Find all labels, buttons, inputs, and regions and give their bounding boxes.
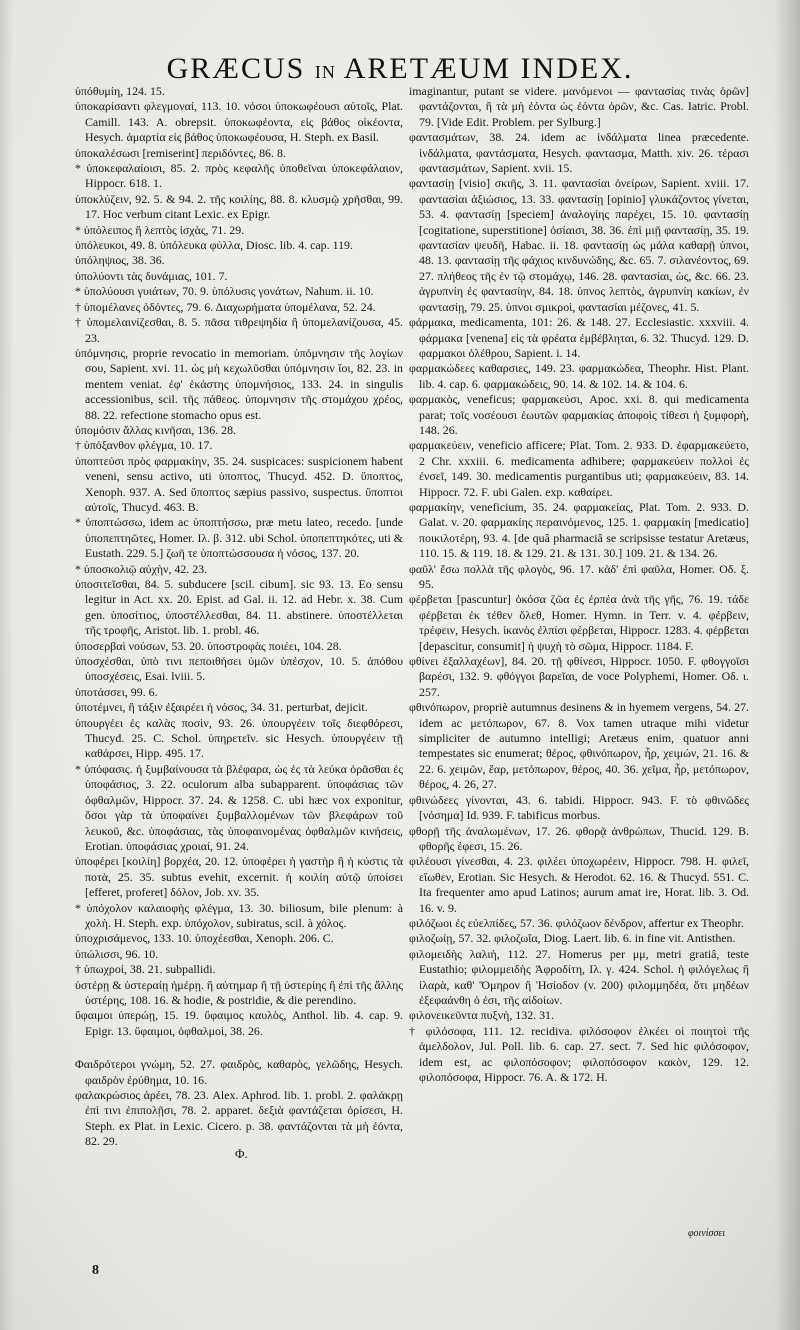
index-entry: ὑπόθυμίη, 124. 15. <box>75 84 165 98</box>
index-entry: φαῦλ' ἔσω πολλὰ τῆς φλογὸς, 96. 17. κὰδ' ἐπὶ φαῦλα, Homer. Οδ. ξ. 95. <box>409 561 749 591</box>
page-title <box>0 52 800 86</box>
title-in: IN <box>314 62 336 82</box>
right-column <box>409 84 749 1254</box>
page-number: 8 <box>92 1263 99 1278</box>
index-entry: * ὑπόλειπος ἢ λεπτὸς ἰσχὰς, 71. 29. <box>75 222 245 237</box>
index-entry: Φαιδρότεροι γνώμη, 52. 27. φαιδρὸς, καθαρὸς, γελῶδης, Hesych. φαιδρὸν ἐρύθημα, 10. 16. <box>75 1057 403 1087</box>
index-entry: † φιλόσοφα, 111. 12. recidiva. φιλόσοφον ἑλκέει οἱ ποιητοὶ τῆς ἀμελδολον, Jul. Poll. lib. 6. cap. 27. sect. 7. Sed hic φιλόσοφον, idem est, ac φιλοπόσοφον; φιλοπόσοφον κακὸν, 129. 12. φιλοπόσοφα, Hippocr. 76. A. & 172. H. <box>409 1023 749 1084</box>
index-entry: φαρμακεύειν, veneficio afficere; Plat. Tom. 2. 933. D. ἐφαρμακεύετο, 2 Chr. xxxiii. 6. medicamenta adhibere; φαρμακεύειν πολλοὶ ἐς ἐνσεῖ, 149. 30. medicamentis purgantibus uti; φαρμακεύειν, 83. 14. Hippocr. 72. F. ubi Galen. exp. καθαίρει. <box>409 438 749 499</box>
index-entry: ὑπόμνησις, proprie revocatio in memoriam. ὑπόμνησιν τῆς λογίων σου, Sapient. xvi. 11. ὡς μὴ κεχωλῦσθαι ὑπόμνησιν ἴοι, 82. 23. in mentem veniat. ἐφ' ἑκάστης ὑπομνήσιος, 133. 24. in singulis accessionibus, scil. τῆς πάθεος. ὑπομνησιν τῆς στομάχου χρέος, 88. 22. refectione stomacho opus est. <box>75 345 403 422</box>
index-entry: ὑποκαρίσαντι φλεγμοναί, 113. 10. νόσοι ὑποκωφέουσι αὐτοῖς, Plat. Camill. 143. A. obrepsit. ὑποκωφέοντα, εἰς βάθος οἰκέοντα, Hesych. ἁμαρτία εἰς βάθος ὑποκωφέουσα, H. Steph. ex Basil. <box>75 99 403 145</box>
index-entry: φθινόπωρον, propriè autumnus desinens & in hyemem vergens, 54. 27. idem ac μετόπωρον, 67. 8. Vox tamen utraque mihi videtur simpliciter de autumno intelligi; Aretæus enim, quatuor anni tempestates sic enumerat; θέρος, φθινόπωρον, ἦρ, χειμών, 21. 16. & 22. 6. χειμῶν, ἔαρ, μετόπωρον, θέρος, 40. 36. χεῖμα, ἦρ, μετόπωρον, θέρος, 4. 26, 27. <box>409 700 749 792</box>
index-entry: φαντασίῃ [visio] σκιῆς, 3. 11. φαντασίαι ὀνείρων, Sapient. xviii. 17. φαντασίαι ἀξιώσιος, 13. 33. φαντασίῃ [opinio] γλυκάζοντος γίνεται, 53. 4. φαντασίῃ [speciem] ἀναλογίης παρέχει, 15. 10. φαντασίῃ [cogitatione, superstitione] ὁσίαισι, 38. 36. ἐπὶ μιῇ φαντασίῃ, 35. 19. φαντασίαν ψευδῆ, Habac. ii. 18. φαντασίῃ ὡς μάλα καθαρῇ ὑπνοι, 48. 13. φαντασίῃ τῆς φάχιος κινδυνώδης, &c. 65. 7. σιλανέοντος, 69. 27. πλήθεος τῆς ἐν τῷ στομάχῳ, 146. 28. φαντασίαι, ὡς, &c. 66. 23. ἀγρυπνίη ἐς φαντασίην, 84. 18. ὑπνος λεπτὸς, ἀγρυπνίη κακίων, ἐν φαντασίῃ, 79. 25. ὑπνοι σμικροὶ, φαντασίαι μέζονες, 41. 5. <box>409 176 749 314</box>
section-letter-phi: Φ. <box>235 1146 248 1161</box>
index-entry: † ὑπομέλανες ὀδόντες, 79. 6. Διαχωρήματα ὑπομέλανα, 52. 24. <box>75 299 376 314</box>
index-entry: φάρμακα, medicamenta, 101: 26. & 148. 27. Ecclesiastic. xxxviii. 4. φάρμακα [venena] εἰς τὰ φρέατα ἐμβέβληται, 6. 32. Thucyd. 129. D. φαρμακοι ὀλέθρου, Sapient. i. 14. <box>409 315 749 360</box>
index-entry: ὑποτέμνει, ἢ τάξιν ἐξαιρέει ἡ νόσος, 34. 31. perturbat, dejicit. <box>75 700 368 715</box>
index-entry: φαρμακώδεες καθαρσιες, 149. 23. φαρμακώδεα, Theophr. Hist. Plant. lib. 4. cap. 6. φαρμακώδεις, 90. 14. & 102. 14. & 104. 6. <box>409 361 749 391</box>
index-entry: ὑπόλευκοι, 49. 8. ὑπόλευκα φύλλα, Diosc. lib. 4. cap. 119. <box>75 238 353 253</box>
index-entry: φαρμακίην, veneficium, 35. 24. φαρμακείας, Plat. Tom. 2. 933. D. Galat. v. 20. φαρμακίης περαινόμενος, 125. 1. φαρμακίη [medicatio] ποικιλοτέρη, 93. 4. [de quâ pharmaciâ se scripsisse testatur Aretæus, 110. 15. & 119. 18. & 129. 21. & 131. 30.] 109. 21. & 134. 26. <box>409 499 749 561</box>
index-entry: † ὑπομελαινίζεσθαι, 8. 5. πᾶσα τιθρεψηδία ἢ ὑπομελανίζουσα, 45. 23. <box>75 315 403 345</box>
index-entry: φθινώδεες γίνονται, 43. 6. tabidi. Hippocr. 943. F. τὸ φθινῶδες [νόσημα] Id. 939. F. tabificus morbus. <box>409 792 749 823</box>
index-entry: φέρβεται [pascuntur] ὁκόσα ζῶα ἐς ἐρπέα ἀνὰ τῆς γῆς, 76. 19. τάδε φέρβεται ἐκ τέθεν ὄλεθ, Homer. Hymn. in Terr. v. 4. φέρβειν, τρέφειν, Hesych. ἰκανὸς ἐλπίσι φέρβεται, Hippocr. 1283. 4. φέρβεται [depascitur, consumit] ἡ ψυχὴ τὸ σῶμα, Hippocr. 1184. F. <box>409 592 749 653</box>
index-entry: ὑποσιτεῖσθαι, 84. 5. subducere [scil. cibum]. sic 93. 13. Eo sensu legitur in Act. xx. 20. Epist. ad Gal. ii. 12. ad Hebr. x. 38. Cum gen. ὑποσίτιος, ὑποστέλλεσθαι, 84. 11. abstinere. ὑποστέλλεται τῆς τροφῆς, Aristot. lib. 1. probl. 46. <box>75 577 403 638</box>
index-entry: † ὑπόξανθον φλέγμα, 10. 17. <box>75 438 213 453</box>
index-entry: imaginantur, putant se videre. μανόμενοι — φαντασίας τινὰς ὁρῶν] φαντάζονται, ἢ τὰ μὴ ἐόντα ὡς ἐόντα ὁρῶν, &c. Cas. Iatric. Probl. 79. [Vide Edit. Problem. per Sylburg.] <box>409 84 749 129</box>
index-entry: ὑπομόσιν ἄλλας κινῆσαι, 136. 28. <box>75 422 236 437</box>
index-entry: ὑστέρῃ & ὑστεραίῃ ἡμέρῃ. ἢ αὐτημαρ ἢ τῇ ὑστερίης ἢ ἐπὶ τῆς ἄλλης ὑστέρης, 108. 16. & hodie, & postridie, & die perendino. <box>75 977 403 1007</box>
index-entry: ὑποκλύζειν, 92. 5. & 94. 2. τῆς κοιλίης, 88. 8. κλυσμῷ χρῆσθαι, 99. 17. Hoc verbum citant Lexic. ex Epigr. <box>75 191 403 222</box>
index-entry: φαλακρώσιος ἀρέει, 78. 23. Alex. Aphrod. lib. 1. probl. 2. φαλάκρῃ ἐπὶ τινι ἐπιπολῇσι, 78. 2. apparet. δεξιὰ φαντάζεται ὁρίσεσι, H. Steph. ex Plat. in Lexic. Cicero. p. 38. φαντάζονται τὰ μὴ ἐόντα, 82. 29. <box>75 1088 403 1149</box>
index-entry: ὑποχρισάμενος, 133. 10. ὑποχέεσθαι, Xenoph. 206. C. <box>75 931 334 946</box>
catchword: φοινίσσει <box>688 1228 726 1239</box>
index-entry: φιλοζωίῃ, 57. 32. φιλοζωΐα, Diog. Laert. lib. 6. in fine vit. Antisthen. <box>409 931 736 946</box>
index-entry: * ὑπόφασις. ἡ ξυμβαίνουσα τὰ βλέφαρα, ὡς ἐς τὰ λεύκα ὁρᾶσθαι ἐς ὑποφάσιος, 3. 22. oculorum alba subapparent. ὑποφάσιας τῶν ὀφθαλμῶν, Hippocr. 37. 24. & 1258. C. ubi hæc vox exponitur, ὅσοι γὰρ τὰ ὑποφαίνει ξυμβαλλομένων τῶν βλεφάρων τοῦ λευκοῦ, &c. ὑποφάσιας, τὰς ὑποφαινομένας ὀφθαλμῶν κινήσεις, Erotian. ὑποφάσιας χροιαί, 91. 24. <box>75 761 403 853</box>
left-column <box>75 84 403 1254</box>
index-entry: ὑποφέρει [κοιλίη] βορχέα, 20. 12. ὑποφέρει ἡ γαστὴρ ἢ ἡ κύστις τὰ ποτὰ, 25. 35. subtus evehit, excernit. ἡ κοιλίη αὐτῷ ὑποίσει [efferet, proferet] δόλον, Job. xv. 35. <box>75 854 403 900</box>
index-entry: * ὑποκεφαλαίοισι, 85. 2. πρὸς κεφαλῆς ὑποθεῖναι ὑποκεφάλαιον, Hippocr. 618. 1. <box>75 161 403 191</box>
index-entry: φιλόζωοι ἐς εὐελπίδες, 57. 36. φιλόζωον δένδρον, affertur ex Theophr. <box>409 915 744 930</box>
index-entry: † ὑπωχροί, 38. 21. subpallidi. <box>75 962 216 977</box>
index-entry: * ὑποπτώσσω, idem ac ὑποπτήσσω, præ metu lateo, recedo. [unde ὑποπεπτηῶτες, Homer. Iλ. β. 312. ubi Schol. ὑποπεπτηκότες, uti & Eustath. 229. 5.] ζωῆ τε ὑποπτώσσουσα ἡ νόσος, 137. 20. <box>75 515 403 561</box>
index-entry: ὑποκαλέσωσι [remiserint] περιδόντες, 86. 8. <box>75 145 286 160</box>
index-entry: φαντασμάτων, 38. 24. idem ac ἰνδάλματα linea præcedente. ἰνδάλματα, φαντάσματα, Hesych. φαντασμα, Matth. xiv. 26. τέρασι φαντασμάτων, Sapient. xvii. 15. <box>409 130 749 176</box>
index-entry: * ὑπόχολον καλαιοφὴς φλέγμα, 13. 30. biliosum, bile plenum: à χολὴ. H. Steph. exp. ὑπόχολον, subiratus, scil. à χόλος. <box>75 900 403 930</box>
title-end: ARETÆUM INDEX. <box>343 52 634 85</box>
index-entry: ὕφαιμοι ὑπερώῃ, 15. 19. ὕφαιμος καυλὸς, Anthol. lib. 4. cap. 9. Epigr. 13. ὕφαιμοι, ὀφθαλμοὶ, 38. 26. <box>75 1008 403 1038</box>
index-entry: φθίνει ἐξαλλαχέων], 84. 20. τῇ φθίνεσι, Hippocr. 1050. F. φθογγοῖσι βαρέσι, 132. 9. φθόγγοι βαρεῖαι, de voce Polyphemi, Homer. Οδ. ι. 257. <box>409 654 749 699</box>
page-binding-shadow <box>774 0 800 1330</box>
index-entry: ὑπουργέει ἐς καλὰς ποσὶν, 93. 26. ὑπουργέειν τοῖς διεφθόρεσι, Thucyd. 25. C. Schol. ὑπηρετεῖν. sic Hesych. ὑπουργέειν τῇ καθάρσει, Hipp. 495. 17. <box>75 715 403 761</box>
title-main: GRÆCUS <box>166 52 306 85</box>
index-entry: * ὑποσκολιῷ αὐχὴν, 42. 23. <box>75 561 208 576</box>
index-entry: ὑποσερβαὶ νούσων, 53. 20. ὑποστροφὰς ποιέει, 104. 28. <box>75 638 342 653</box>
index-entry: φιλέουσι γίνεσθαι, 4. 23. φιλέει ὑποχωρέειν, Hippocr. 798. H. φιλεῖ, εἴωθεν, Erotian. Sic Hesych. & Herodot. 62. 16. & Thucyd. 551. C. Ita frequenter amo apud Latinos; aurum amat ire, Horat. lib. 3. Od. 16. v. 9. <box>409 854 749 915</box>
index-entry: * ὑπολύουσι γυιάτων, 70. 9. ὑπόλυσις γονάτων, Nahum. ii. 10. <box>75 284 374 299</box>
index-entry: ὑποσχέσθαι, ὑπὸ τινι πεποιθήσει ὑμῶν ὑπέσχον, 10. 5. ἀπόθου ὑποσχέσεις, Esai. lviii. 5. <box>75 654 403 684</box>
page-left-shadow <box>0 0 14 1330</box>
index-entry: φαρμακὸς, veneficus; φαρμακεύσι, Apoc. xxi. 8. qui medicamenta parat; τοῖς νοσέουσι ἑωυτῶν φαρμακίας ἀποφοὶς τίθεσι ἡ ξυμφορὴ, 148. 26. <box>409 392 749 437</box>
index-entry: φιλονεικεῦντα πυξνὴ, 132. 31. <box>409 1008 554 1023</box>
section-gap <box>75 1039 403 1057</box>
index-entry: ὑπόληψιος, 38. 36. <box>75 253 165 268</box>
index-entry: φθορῇ τῆς ἀναλωμένων, 17. 26. φθορᾷ ἀνθρώπων, Thucid. 129. B. φθορῆς ἐφεσι, 15. 26. <box>409 823 749 853</box>
index-entry: ὑπολύοντι τὰς δυνάμιας, 101. 7. <box>75 268 228 283</box>
index-entry: φιλομειδὴς λαλιὴ, 112. 27. Homerus per μμ, metri gratiâ, teste Eustathio; φιλομμειδὴς Ἀφροδίτη, Iλ. γ. 424. Schol. ἡ φιλόγελως ἢ ἱλαρὰ, καθ' Ὅμηρον ἢ Ἡσίοδον (v. 200) φιλομμηδέα, ὅτι μηδέων ἐξεφαάνθη ὁ ἐσι, τῆς αἰδοίων. <box>409 946 749 1007</box>
index-entry: ὑπώλισσι, 96. 10. <box>75 946 159 961</box>
index-entry: ὑποπτεύσι πρὸς φαρμακίην, 35. 24. suspicaces: suspicionem habent veneni, sensu activo, uti ὑποπτος, Thucyd. 452. D. ὕποπτος, Xenoph. 937. A. Sed ὕποπτος sæpius passivo, suspectus. ὕποπτοι αὐτοῖς, Thucyd. 463. B. <box>75 453 403 514</box>
index-entry: ὑποτάσσει, 99. 6. <box>75 684 158 699</box>
